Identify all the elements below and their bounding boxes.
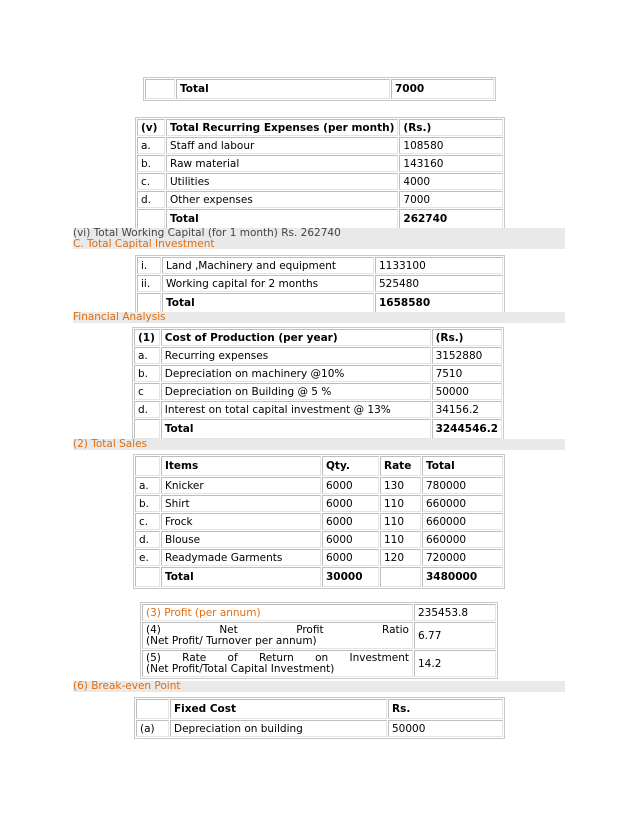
capital-investment-table [135,255,505,315]
table-row [137,155,503,172]
row-value: 3152880 [432,347,502,364]
table-row [145,79,494,99]
table-row [135,531,503,548]
row-qty: 6000 [322,531,379,548]
total-capital-heading: C. Total Capital Investment [73,238,215,250]
header-items: Items [161,456,321,476]
table-row [137,191,503,208]
row-no: a. [137,137,165,154]
row-no: ii. [137,275,161,292]
table-cell-empty [136,699,169,719]
row-rate: 110 [380,531,421,548]
row-value: 108580 [399,137,503,154]
header-fixed-cost: Fixed Cost [170,699,387,719]
total-label: Total [162,293,374,313]
return-word: Investment [349,651,409,664]
header-unit: (Rs.) [399,119,503,136]
table-row [137,257,503,274]
row-item: Recurring expenses [161,347,431,364]
row-value: 7000 [399,191,503,208]
ratio-word: Ratio [382,623,409,636]
row-no: a. [135,477,160,494]
total-value: 1658580 [375,293,503,313]
row-item: Working capital for 2 months [162,275,374,292]
row-qty: 6000 [322,549,379,566]
row-rate: 120 [380,549,421,566]
row-no: i. [137,257,161,274]
row-item: Depreciation on building [170,720,387,737]
table-row [136,720,503,737]
net-profit-ratio-value: 6.77 [414,622,496,649]
return-word: of [227,651,238,664]
row-qty: 6000 [322,477,379,494]
table-cell-empty [135,567,160,587]
table-row [135,477,503,494]
table-cell-empty [137,209,165,229]
table-header-row [137,119,503,136]
fixed-cost-table [134,697,505,739]
table-cell-empty [134,419,160,439]
row-value: 50000 [432,383,502,400]
total-summary-table [143,77,496,101]
financial-analysis-heading: Financial Analysis [73,312,565,323]
return-word: (5) [146,651,161,664]
table-total-row [137,209,503,229]
table-row [142,622,496,649]
row-no: b. [134,365,160,382]
row-value: 1133100 [375,257,503,274]
total-label: Total [176,79,390,99]
recurring-expenses-table [135,117,505,231]
row-total: 660000 [422,495,503,512]
total-label: Total [166,209,398,229]
total-value: 7000 [391,79,494,99]
header-rate: Rate [380,456,421,476]
row-qty: 6000 [322,495,379,512]
row-no: e. [135,549,160,566]
table-total-row [137,293,503,313]
rate-of-return-line2: (Net Profit/Total Capital Investment) [146,662,335,675]
rate-of-return-label [142,650,413,677]
row-rate: 130 [380,477,421,494]
header-unit: Rs. [388,699,503,719]
total-value: 262740 [399,209,503,229]
table-row [134,365,502,382]
total-label: Total [161,567,321,587]
total-qty: 30000 [322,567,379,587]
row-rate: 110 [380,495,421,512]
ratio-word: Profit [296,623,324,636]
table-row [134,347,502,364]
return-word: Rate [182,651,207,664]
row-no: d. [135,531,160,548]
row-no: d. [137,191,165,208]
row-no: a. [134,347,160,364]
table-cell-empty [145,79,175,99]
row-item: Blouse [161,531,321,548]
header-item: Cost of Production (per year) [161,329,431,346]
row-no: d. [134,401,160,418]
header-no: (v) [137,119,165,136]
return-word: on [315,651,329,664]
row-value: 4000 [399,173,503,190]
row-item: Utilities [166,173,398,190]
total-value: 3244546.2 [432,419,502,439]
net-profit-ratio-line1 [146,625,409,636]
net-profit-ratio-label [142,622,413,649]
total-sales-table [133,454,505,589]
row-rate: 110 [380,513,421,530]
row-value: 34156.2 [432,401,502,418]
row-value: 7510 [432,365,502,382]
ratio-word: (4) [146,623,161,636]
row-no: c. [137,173,165,190]
total-value: 3480000 [422,567,503,587]
row-item: Knicker [161,477,321,494]
net-profit-ratio-line2: (Net Profit/ Turnover per annum) [146,634,317,647]
working-capital-line: (vi) Total Working Capital (for 1 month) Rs. 262740 [73,227,341,239]
header-total: Total [422,456,503,476]
row-no: b. [137,155,165,172]
profit-value: 235453.8 [414,604,496,621]
break-even-heading: (6) Break-even Point [73,681,565,692]
table-header-row [136,699,503,719]
row-total: 780000 [422,477,503,494]
profit-label: (3) Profit (per annum) [142,604,413,621]
table-header-row [135,456,503,476]
header-qty: Qty. [322,456,379,476]
row-value: 143160 [399,155,503,172]
row-item: Depreciation on machinery @10% [161,365,431,382]
row-value: 50000 [388,720,503,737]
row-no: b. [135,495,160,512]
table-row [135,513,503,530]
profit-analysis-table [140,602,498,679]
row-total: 720000 [422,549,503,566]
table-row [142,604,496,621]
header-item: Total Recurring Expenses (per month) [166,119,398,136]
table-cell-empty [135,456,160,476]
table-row [142,650,496,677]
row-no: c. [135,513,160,530]
row-item: Other expenses [166,191,398,208]
table-total-row [134,419,502,439]
table-row [137,173,503,190]
table-row [135,495,503,512]
row-item: Interest on total capital investment @ 13% [161,401,431,418]
row-item: Depreciation on Building @ 5 % [161,383,431,400]
working-capital-band [73,228,565,249]
table-row [135,549,503,566]
row-item: Land ,Machinery and equipment [162,257,374,274]
row-item: Readymade Garments [161,549,321,566]
table-row [137,137,503,154]
table-header-row [134,329,502,346]
row-item: Frock [161,513,321,530]
rate-of-return-line1 [146,653,409,664]
header-no: (1) [134,329,160,346]
total-sales-heading: (2) Total Sales [73,439,565,450]
table-cell-empty [137,293,161,313]
row-total: 660000 [422,531,503,548]
row-no: (a) [136,720,169,737]
row-no: c [134,383,160,400]
table-row [134,401,502,418]
table-total-row [135,567,503,587]
table-row [134,383,502,400]
row-qty: 6000 [322,513,379,530]
row-total: 660000 [422,513,503,530]
table-cell-empty [380,567,421,587]
row-item: Raw material [166,155,398,172]
cost-of-production-table [132,327,504,441]
rate-of-return-value: 14.2 [414,650,496,677]
ratio-word: Net [219,623,238,636]
row-value: 525480 [375,275,503,292]
table-row [137,275,503,292]
total-label: Total [161,419,431,439]
header-unit: (Rs.) [432,329,502,346]
return-word: Return [258,651,294,664]
row-item: Staff and labour [166,137,398,154]
row-item: Shirt [161,495,321,512]
